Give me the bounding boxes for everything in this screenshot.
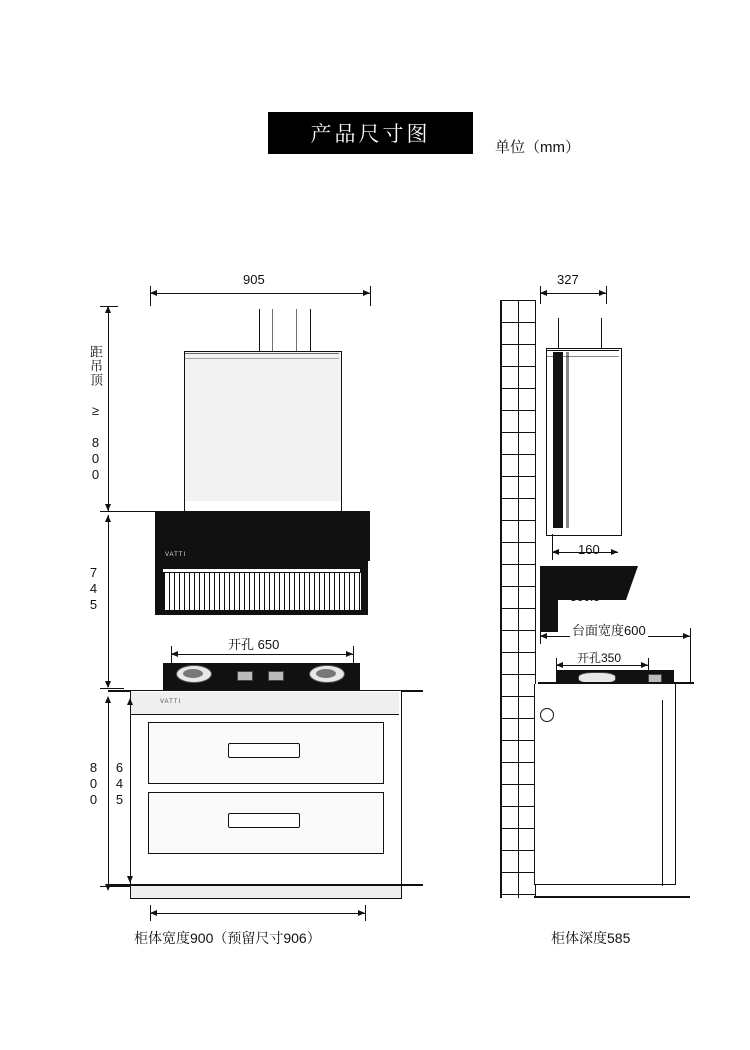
drawer-lower-handle [228, 813, 300, 828]
dim-cutout350-text: 开孔350 [577, 651, 622, 665]
knob-right [268, 671, 284, 681]
dim-160-ext-left [552, 534, 553, 560]
dim-cutout650-line [171, 654, 353, 655]
dim-ceiling-arrow-down [105, 504, 111, 511]
dim-counterdepth-ext-right [690, 628, 691, 684]
dim-counterdepth-ext-left [540, 628, 541, 644]
side-hood-lip [540, 600, 558, 632]
burner-right-cap [316, 669, 336, 678]
dim-905-ext-right [370, 286, 371, 306]
dim-ceiling-tick-top [100, 306, 118, 307]
dim-327-arrow-right [599, 290, 606, 296]
side-hood-cap-line-1 [547, 350, 619, 351]
dim-160-text: 160 [578, 542, 600, 557]
dim-745-tick-bot [100, 688, 124, 689]
side-cabinet-base-line [534, 896, 690, 898]
dim-cutout650-arrow-right [346, 651, 353, 657]
dim-327-line [540, 293, 606, 294]
hood-brand-mark: VATTI [165, 552, 187, 558]
hood-control-panel [155, 559, 368, 569]
dim-800-tick-bot [100, 886, 130, 887]
wall-hatch [500, 300, 536, 898]
dim-905-line [150, 293, 370, 294]
drawer-upper-handle [228, 743, 300, 758]
dim-3605-arrow-right [616, 585, 623, 591]
unit-label: 单位（mm） [495, 139, 580, 156]
dim-645-line [130, 700, 131, 880]
dim-905-arrow-right [363, 290, 370, 296]
dim-ceiling-text: 距吊顶 ≥ 800 [88, 345, 103, 483]
dim-counterdepth-text: 台面宽度600 [570, 620, 648, 639]
dim-cutout350-arrow-right [641, 662, 648, 668]
hood-duct [259, 309, 311, 351]
side-cabinet [534, 684, 676, 885]
dim-800-line [108, 698, 109, 888]
cabinet-skirt [130, 886, 402, 899]
dim-cutout650-text: 开孔 650 [228, 637, 280, 652]
dim-645-arrow-down [127, 876, 133, 883]
dim-cabwidth-ext-left [150, 905, 151, 921]
page-title: 产品尺寸图 [268, 112, 473, 154]
knob-left [237, 671, 253, 681]
dim-ceiling-line [108, 306, 109, 511]
steamer-brand-mark: VATTI [160, 699, 182, 705]
side-duct [558, 318, 602, 348]
dim-cabwidth-ext-right [365, 905, 366, 921]
dim-3605-arrow-left [545, 585, 552, 591]
dim-745-arrow-down [105, 681, 111, 688]
side-cabinet-inner-line [662, 700, 663, 886]
dim-327-ext-left [540, 286, 541, 304]
dim-645-text: 645 [112, 760, 127, 808]
dim-327-arrow-left [540, 290, 547, 296]
dim-cabwidth-line [150, 913, 365, 914]
hood-chimney-line-1 [185, 353, 339, 354]
dim-905-text: 905 [243, 272, 265, 287]
hood-chimney [184, 351, 342, 503]
dim-cabwidth-arrow-right [358, 910, 365, 916]
side-view-caption: 柜体深度585 [551, 930, 631, 946]
hood-body [155, 511, 370, 561]
dim-905-arrow-left [150, 290, 157, 296]
dim-3605-line [545, 588, 623, 589]
hood-grille [163, 572, 362, 612]
dim-cutout650-arrow-left [171, 651, 178, 657]
cabinet-front [130, 690, 402, 888]
side-hood-inner-line [566, 352, 569, 528]
hood-duct-center-left [272, 309, 273, 351]
side-hood-front-face [553, 352, 563, 528]
dim-counterdepth-arrow-right [683, 633, 690, 639]
dim-645-arrow-up [127, 698, 133, 705]
dim-counterdepth-arrow-left [540, 633, 547, 639]
dim-cabwidth-arrow-left [150, 910, 157, 916]
dim-905-ext-left [150, 286, 151, 306]
dim-3605-text: 360.5 [570, 590, 601, 604]
burner-left-cap [183, 669, 203, 678]
dim-160-arrow-left [552, 549, 559, 555]
hood-neck [184, 501, 342, 511]
dim-800-arrow-up [105, 696, 111, 703]
dim-745-line [108, 515, 109, 687]
dim-160-arrow-right [611, 549, 618, 555]
dim-800-text: 800 [86, 760, 101, 808]
dim-ceiling-arrow-up [105, 306, 111, 313]
hood-chimney-line-2 [185, 358, 339, 359]
hood-duct-center-right [296, 309, 297, 351]
front-view-caption: 柜体宽度900（预留尺寸906） [134, 930, 321, 946]
dim-cutout350-arrow-left [556, 662, 563, 668]
hood-side-left [155, 559, 163, 615]
dim-745-text: 745 [86, 565, 101, 613]
dim-327-ext-right [606, 286, 607, 304]
hood-base [155, 610, 368, 615]
side-cabinet-knob [540, 708, 554, 722]
dim-327-text: 327 [557, 272, 579, 287]
dim-745-arrow-up [105, 515, 111, 522]
